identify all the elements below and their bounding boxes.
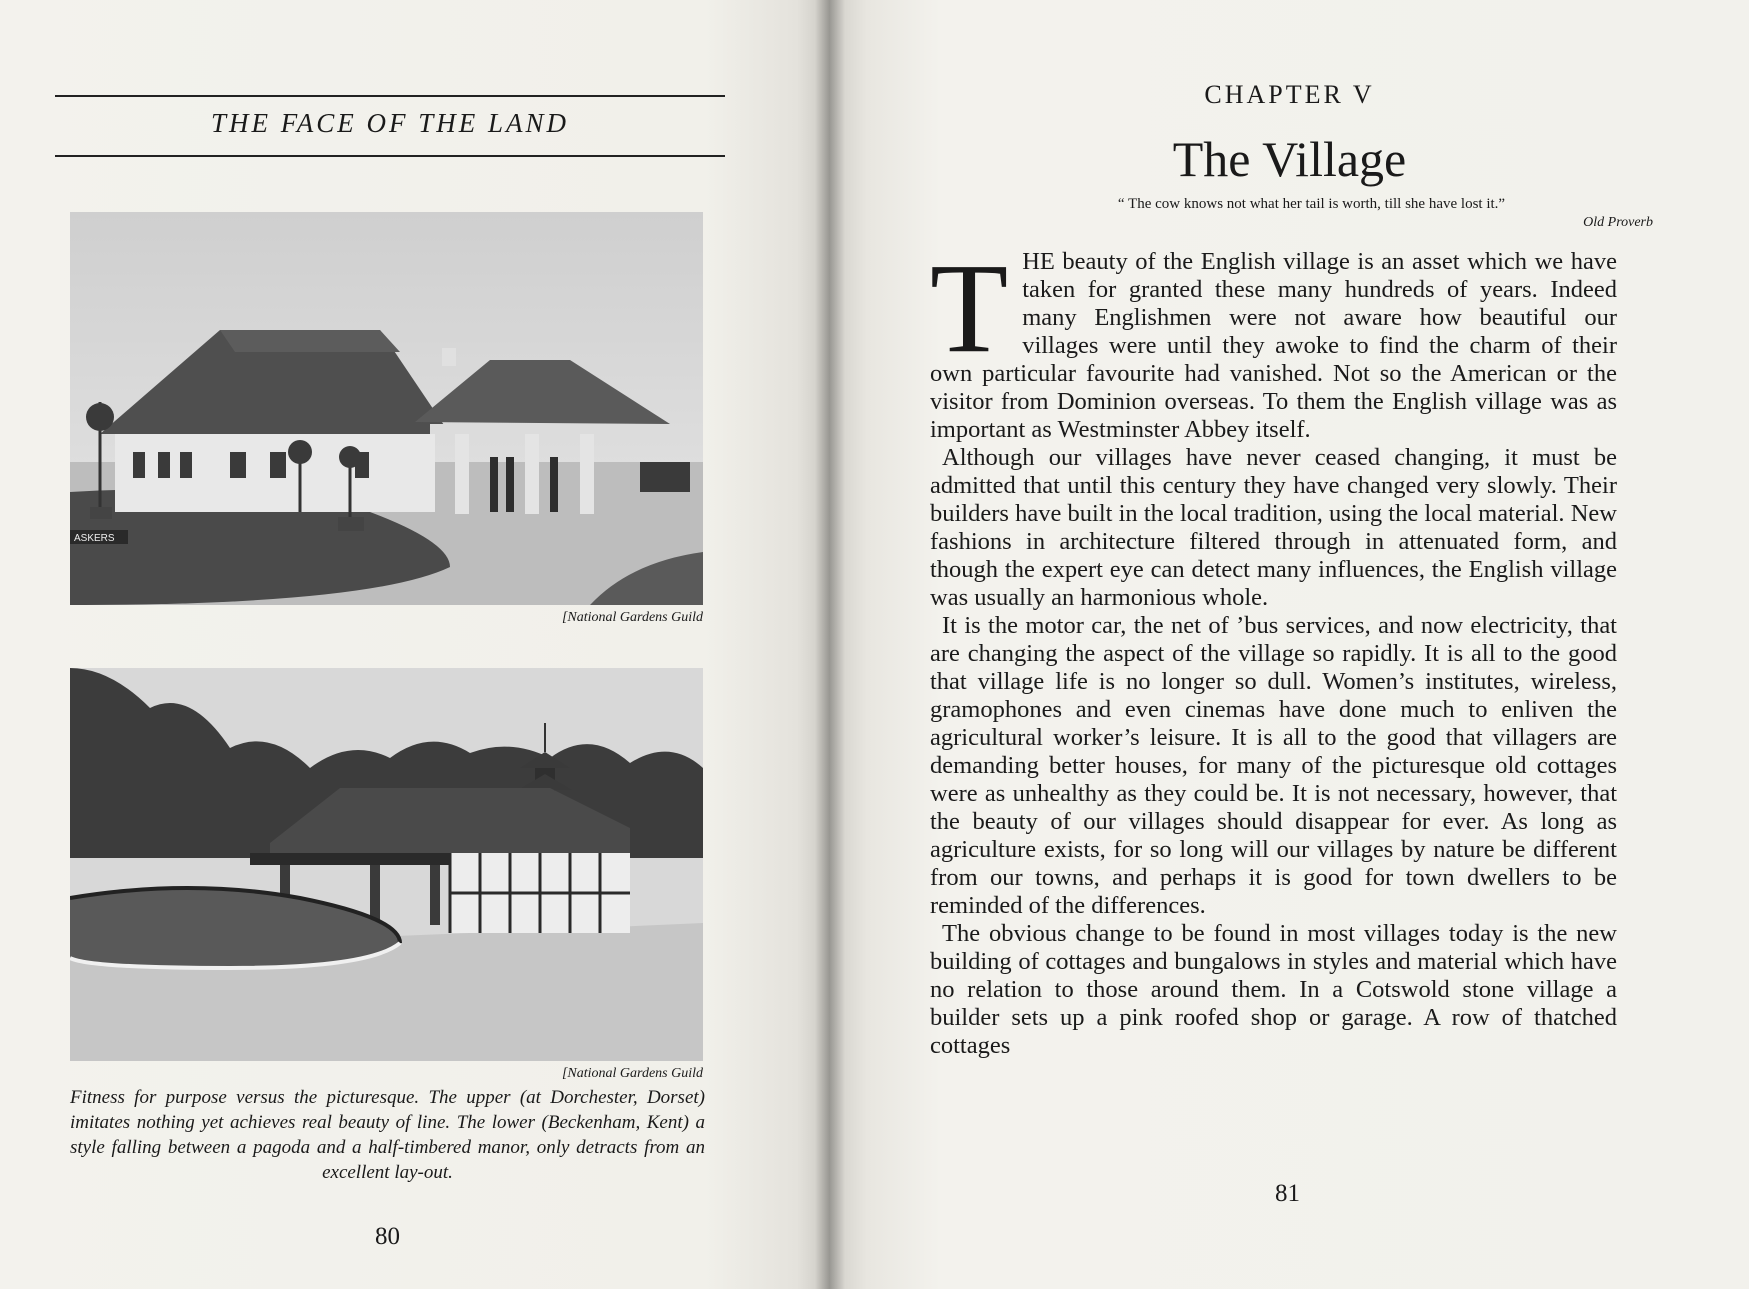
epigraph: “ The cow knows not what her tail is worth, till she have lost it.” (1117, 196, 1506, 212)
photo-bottom-credit: [National Gardens Guild (561, 1066, 703, 1081)
running-head-rule-bottom (55, 155, 725, 157)
right-page-number: 81 (1275, 1180, 1300, 1207)
photo-dorchester-image (70, 212, 703, 605)
right-page (830, 0, 1749, 1289)
left-page (0, 0, 830, 1289)
opening-paragraph (930, 237, 1617, 444)
book-gutter (815, 0, 845, 1289)
opening-text: HE beauty of the English village is an asset which we have taken for granted these many hundreds of years. Indeed many Englishmen were not aware how beautiful our villages were until they awoke to find the charm of their own particular favourite had vanished. Not so the American or the visitor from Dominion overseas. To them the English village was as important as Westminster Abbey itself. (930, 248, 1617, 443)
running-head-rule-top (55, 95, 725, 97)
running-head: THE FACE OF THE LAND (210, 108, 570, 138)
photo-beckenham-garage (70, 668, 703, 1061)
chapter-label: CHAPTER V (1204, 80, 1375, 109)
askers-sign: ASKERS (74, 533, 115, 544)
epigraph-attribution: Old Proverb (1583, 215, 1653, 230)
chapter-title: The Village (1172, 131, 1407, 187)
body-paragraph: The obvious change to be found in most villages today is the new building of cottages and bungalows in styles and material which have no relation to those around them. In a Cotswold stone village a builder sets up a pink roofed shop or garage. A row of thatched cottages (930, 920, 1617, 1059)
photo-top-credit: [National Gardens Guild (561, 610, 703, 625)
body-paragraph: Although our villages have never ceased changing, it must be admitted that until this century they have changed very slowly. Their builders have built in the local tradition, using the local material. New fashions in architecture filtered through in attenuated form, and though the expert eye can detect many influences, the English village was usually an harmonious whole. (930, 444, 1617, 611)
photo-beckenham-image (70, 668, 703, 1061)
plate-caption: Fitness for purpose versus the picturesque. The upper (at Dorchester, Dorset) imitates nothing yet achieves real beauty of line. The lower (Beckenham, Kent) a style falling between a pagoda and a half-timbered manor, only detracts from an excellent lay-out. (70, 1087, 705, 1183)
photo-dorchester-garage (70, 212, 703, 605)
body-paragraph: It is the motor car, the net of ’bus services, and now electricity, that are changing the aspect of the village so rapidly. It is all to the good that village life is no longer so dull. Women’s institutes, wireless, gramophones and even cinemas have done much to enliven the agricultural worker’s leisure. It is all to the good that villagers are demanding better houses, for many of the picturesque old cottages were as unhealthy as they could be. It is not necessary, however, that the beauty of our villages should disappear for ever. As long as agriculture exists, for so long will our villages by nature be different from our towns, and perhaps it is good for town dwellers to be reminded of the differences. (930, 612, 1617, 919)
drop-cap: T (930, 237, 1009, 379)
chapter-body (930, 237, 1617, 1060)
left-page-number: 80 (375, 1223, 400, 1250)
